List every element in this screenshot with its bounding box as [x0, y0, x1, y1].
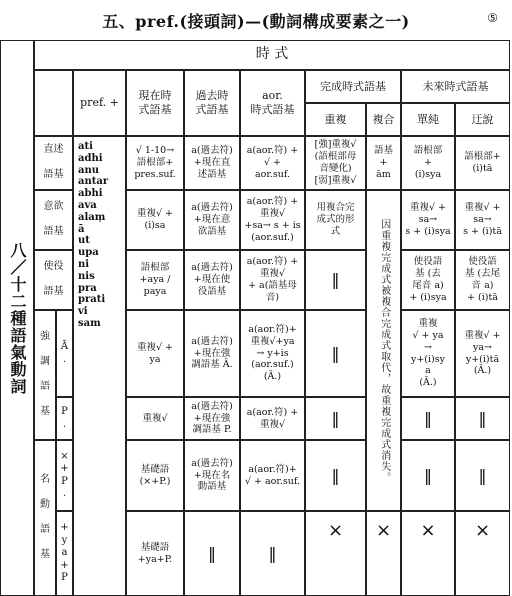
desiderative-past: a(過去符) +現在意 欲語基	[184, 190, 240, 250]
future-simple-header: 單純	[401, 103, 455, 136]
intensive-a-future-simple: 重複 √ + ya → y+(i)sy a (Ā.)	[401, 310, 455, 397]
denominative-r2-future-peri: ×	[455, 511, 510, 596]
denominative-r1-past: a(過去符) +現在名 動語基	[184, 440, 240, 511]
title-text: 五、pref.(接頭詞)—(動詞構成要素之一)	[102, 11, 410, 31]
side-label: 八／十二種語氣動詞	[0, 40, 34, 596]
denominative-r1-future-simple: ‖	[401, 440, 455, 511]
denominative-r2-future-simple: ×	[401, 511, 455, 596]
present-header: 現在時 式語基	[126, 70, 184, 136]
future-header: 未來時式語基	[401, 70, 510, 103]
row-label-indicative: 直述 語基	[34, 136, 73, 190]
desiderative-future-simple: 重複√ + sa→ s + (i)sya	[401, 190, 455, 250]
intensive-p-present: 重複√	[126, 397, 184, 440]
indicative-future-peri: 語根部+ (i)tā	[455, 136, 510, 190]
causative-perfect-redup: ‖	[305, 250, 366, 310]
perfect-redup-header: 重複	[305, 103, 366, 136]
causative-past: a(過去符) +現在使 役語基	[184, 250, 240, 310]
intensive-p-aor: a(aor.符) + 重複√	[240, 397, 305, 440]
grammar-table	[0, 40, 512, 596]
indicative-future-simple: 語根部 + (i)sya	[401, 136, 455, 190]
indicative-past: a(過去符) +現在直 述語基	[184, 136, 240, 190]
denominative-r1-future-peri: ‖	[455, 440, 510, 511]
intensive-sub-a: Ā .	[56, 310, 73, 397]
denominative-r2-past: ‖	[184, 511, 240, 596]
denominative-sub-1: × + P .	[56, 440, 73, 511]
denominative-r1-present: 基礎語 (×+P.)	[126, 440, 184, 511]
tense-header: 時 式	[34, 40, 510, 70]
intensive-a-aor: a(aor.符)+ 重複√+ya → y+is (aor.suf.)(Ā.)	[240, 310, 305, 397]
desiderative-future-peri: 重複√ + sa→ s + (i)tā	[455, 190, 510, 250]
indicative-perfect-compound: 語基 + ām	[366, 136, 401, 190]
desiderative-perfect-redup: 用複合完 成式的形 式	[305, 190, 366, 250]
page-number: ⑤	[487, 11, 498, 25]
perfect-header: 完成時式語基	[305, 70, 401, 103]
indicative-perfect-redup: [強]重複√ (語根部母 音變化) [弱]重複√	[305, 136, 366, 190]
causative-aor: a(aor.符) + 重複√ + a(語基母 音)	[240, 250, 305, 310]
causative-present: 語根部 +aya / paya	[126, 250, 184, 310]
intensive-a-future-peri: 重複√ + ya→ y+(i)tā (Ā.)	[455, 310, 510, 397]
intensive-a-past: a(過去符) +現在強 調語基 Ā.	[184, 310, 240, 397]
desiderative-present: 重複√ + (i)sa	[126, 190, 184, 250]
indicative-aor: a(aor.符) + √ + aor.suf.	[240, 136, 305, 190]
intensive-p-future-peri: ‖	[455, 397, 510, 440]
denominative-sub-2: + y a + P	[56, 511, 73, 596]
intensive-p-future-simple: ‖	[401, 397, 455, 440]
intensive-sub-p: P .	[56, 397, 73, 440]
page-title	[0, 0, 512, 40]
perfect-compound-header: 複合	[366, 103, 401, 136]
row-label-desiderative: 意欲 語基	[34, 190, 73, 250]
compound-note: 因重複完成式被複合完成式取代，故重複完成式消失。	[366, 190, 401, 511]
denominative-r2-present: 基礎語 +ya+P.	[126, 511, 184, 596]
pref-list: ati adhi anu antar abhi ava alaṃ ā ut upa ni nis pra prati vi sam	[73, 136, 126, 596]
causative-future-peri: 使役語 基 (去尾 音 a) + (i)tā	[455, 250, 510, 310]
denominative-r2-aor: ‖	[240, 511, 305, 596]
desiderative-aor: a(aor.符) + 重複√ +sa→ s + is (aor.suf.)	[240, 190, 305, 250]
intensive-p-past: a(過去符) +現在強 調語基 P.	[184, 397, 240, 440]
denominative-r2-perfect: ×	[305, 511, 366, 596]
causative-future-simple: 使役語 基 (去 尾音 a) + (i)sya	[401, 250, 455, 310]
intensive-a-perfect: ‖	[305, 310, 366, 397]
denominative-r1-aor: a(aor.符)+ √ + aor.suf.	[240, 440, 305, 511]
pref-header: pref. +	[73, 70, 126, 136]
intensive-a-present: 重複√ + ya	[126, 310, 184, 397]
intensive-p-perfect: ‖	[305, 397, 366, 440]
row-label-intensive: 強 調 語 基	[34, 310, 56, 440]
row-label-causative: 使役 語基	[34, 250, 73, 310]
past-header: 過去時 式語基	[184, 70, 240, 136]
denominative-r2-compound: ×	[366, 511, 401, 596]
aor-header: aor. 時式語基	[240, 70, 305, 136]
future-peri-header: 迂說	[455, 103, 510, 136]
row-label-denominative: 名 動 語 基	[34, 440, 56, 596]
indicative-present: √ 1-10→ 語根部+ pres.suf.	[126, 136, 184, 190]
corner-cell	[34, 70, 73, 136]
denominative-r1-perfect: ‖	[305, 440, 366, 511]
